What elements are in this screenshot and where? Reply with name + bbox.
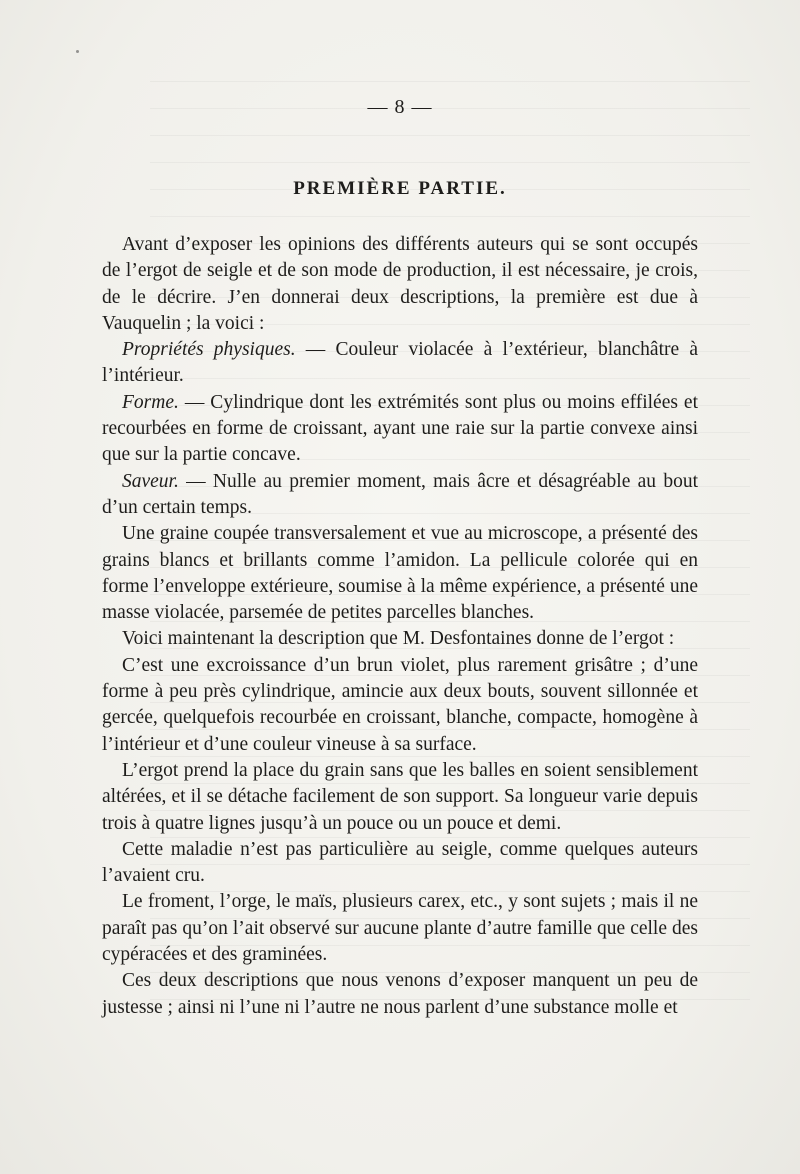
paragraph-taste: Saveur. — Nulle au premier moment, mais âcre et désagréable au bout d’un certain temps.: [102, 470, 698, 518]
paragraph-label: Forme.: [122, 391, 179, 413]
paragraph-shape: Forme. — Cylindrique dont les extrémités sont plus ou moins effilées et recourbées en forme de croissant, ayant une raie sur la partie convexe ainsi que sur la partie concave.: [102, 391, 698, 466]
paragraph-disease: Cette maladie n’est pas particulière au seigle, comme quelques auteurs l’avaient cru.: [102, 838, 698, 887]
paragraph-label: Propriétés physiques.: [122, 339, 296, 361]
paragraph-plants: Le froment, l’orge, le maïs, plusieurs carex, etc., y sont sujets ; mais il ne paraît pas qu’on l’ait observé sur aucune plante d’autre famille que celle des cypéracées et des graminées.: [102, 891, 698, 966]
paragraph-properties: Propriétés physiques. — Couleur violacée à l’extérieur, blanchâtre à l’intérieur.: [102, 339, 698, 387]
paragraph-label: Saveur.: [122, 470, 179, 492]
paragraph-desfontaines-intro: Voici maintenant la description que M. Desfontaines donne de l’ergot :: [122, 628, 675, 650]
paper-speck: [76, 50, 79, 53]
paragraph-intro: Avant d’exposer les opinions des différents auteurs qui se sont occupés de l’ergot de seigle et de son mode de production, il est nécessaire, je crois, de le décrire. J’en donnerai deux descriptions, la première est due à Vauquelin ; la voici :: [102, 234, 698, 334]
paragraph-desfontaines-description: C’est une excroissance d’un brun violet, plus rarement grisâtre ; d’une forme à peu près cylindrique, amincie aux deux bouts, souvent sillonnée et gercée, quelquefois recourbée en croissant, blanche, compacte, homogène à l’intérieur et d’une couleur vineuse à sa surface.: [102, 654, 698, 755]
paragraph-conclusion: Ces deux descriptions que nous venons d’exposer manquent un peu de justesse ; ainsi ni l’une ni l’autre ne nous parlent d’une substance molle et: [102, 970, 698, 1018]
page-number: — 8 —: [367, 96, 433, 118]
body-text: [102, 232, 698, 1021]
part-title: PREMIÈRE PARTIE.: [293, 178, 507, 199]
paragraph-ergot-place: L’ergot prend la place du grain sans que les balles en soient sensiblement altérées, et il se détache facilement de son support. Sa longueur varie depuis trois à quatre lignes jusqu’à un pouce ou un pouce et demi.: [102, 759, 698, 834]
paragraph-microscope: Une graine coupée transversalement et vue au microscope, a présenté des grains blancs et brillants comme l’amidon. La pellicule colorée qui en forme l’enveloppe extérieure, soumise à la même expérience, a présenté une masse violacée, parsemée de petites parcelles blanches.: [102, 523, 698, 624]
